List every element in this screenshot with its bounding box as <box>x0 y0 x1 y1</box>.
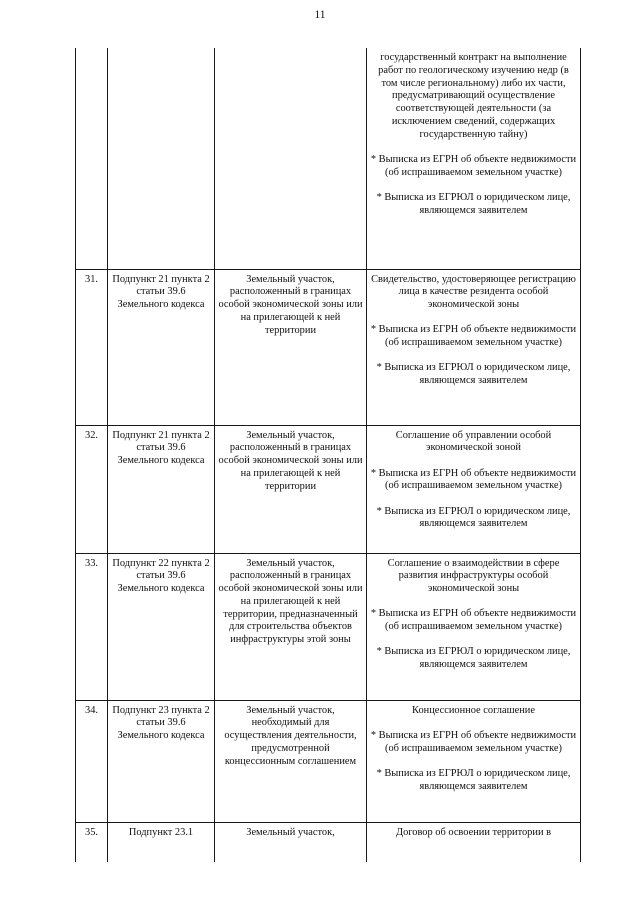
row-number-cell: 35. <box>76 822 108 862</box>
land-plot-cell: Земельный участок, необходимый для осуществления деятельности, предусмотренной концессионным соглашением <box>215 700 367 822</box>
document-item: * Выписка из ЕГРЮЛ о юридическом лице, являющемся заявителем <box>376 767 571 792</box>
document-item: Свидетельство, удостоверяющее регистрацию лица в качестве резидента особой экономической зоны <box>371 273 576 311</box>
required-documents-cell <box>367 48 581 269</box>
document-item: * Выписка из ЕГРН об объекте недвижимости (об испрашиваемом земельном участке) <box>370 729 577 754</box>
legal-basis-cell: Подпункт 23.1 <box>108 822 215 862</box>
table-row <box>76 822 581 862</box>
document-item: государственный контракт на выполнение работ по геологическому изучению недр (в том числе региональному) либо их части, предусматривающий осуществление соответствующей деятельности (за исключением сведений, содержащих государственную тайну) <box>378 52 569 140</box>
required-documents-cell <box>367 425 581 553</box>
document-item: * Выписка из ЕГРН об объекте недвижимости (об испрашиваемом земельном участке) <box>370 608 577 633</box>
document-item: Соглашение о взаимодействии в сфере развития инфраструктуры особой экономической зоны <box>387 557 560 595</box>
document-item: * Выписка из ЕГРЮЛ о юридическом лице, являющемся заявителем <box>376 192 571 216</box>
land-plot-cell: Земельный участок, расположенный в границах особой экономической зоны или на прилегающей к ней территории, предназначенный для строительства объектов инфраструктуры этой зоны <box>215 553 367 700</box>
required-documents-cell <box>367 269 581 425</box>
legal-basis-cell: Подпункт 22 пункта 2 статьи 39.6 Земельного кодекса <box>108 553 215 700</box>
documents-table-body <box>76 48 581 862</box>
land-plot-cell <box>215 48 367 269</box>
document-item: * Выписка из ЕГРН об объекте недвижимости (об испрашиваемом земельном участке) <box>370 324 577 349</box>
table-row <box>76 425 581 553</box>
table-row <box>76 553 581 700</box>
document-item: * Выписка из ЕГРЮЛ о юридическом лице, являющемся заявителем <box>376 646 571 671</box>
row-number-cell: 31. <box>76 269 108 425</box>
document-item: * Выписка из ЕГРН об объекте недвижимости (об испрашиваемом земельном участке) <box>370 154 577 178</box>
document-item: Соглашение об управлении особой экономической зоной <box>395 429 552 454</box>
document-item: * Выписка из ЕГРЮЛ о юридическом лице, являющемся заявителем <box>376 505 571 530</box>
document-item: * Выписка из ЕГРЮЛ о юридическом лице, являющемся заявителем <box>376 362 571 387</box>
required-documents-cell <box>367 700 581 822</box>
page-number: 11 <box>314 9 326 21</box>
table-row <box>76 269 581 425</box>
documents-table <box>75 48 581 862</box>
table-row <box>76 700 581 822</box>
document-item: Договор об освоении территории в <box>395 826 552 838</box>
row-number-cell: 34. <box>76 700 108 822</box>
land-plot-cell: Земельный участок, <box>215 822 367 862</box>
land-plot-cell: Земельный участок, расположенный в границах особой экономической зоны или на прилегающей к ней территории <box>215 269 367 425</box>
legal-basis-cell: Подпункт 21 пункта 2 статьи 39.6 Земельного кодекса <box>108 269 215 425</box>
land-plot-cell: Земельный участок, расположенный в границах особой экономической зоны или на прилегающей к ней территории <box>215 425 367 553</box>
required-documents-cell <box>367 822 581 862</box>
table-row <box>76 48 581 269</box>
row-number-cell: 33. <box>76 553 108 700</box>
required-documents-cell <box>367 553 581 700</box>
document-item: Концессионное соглашение <box>412 704 535 716</box>
row-number-cell: 32. <box>76 425 108 553</box>
legal-basis-cell <box>108 48 215 269</box>
legal-basis-cell: Подпункт 23 пункта 2 статьи 39.6 Земельного кодекса <box>108 700 215 822</box>
legal-basis-cell: Подпункт 21 пункта 2 статьи 39.6 Земельного кодекса <box>108 425 215 553</box>
row-number-cell <box>76 48 108 269</box>
document-item: * Выписка из ЕГРН об объекте недвижимости (об испрашиваемом земельном участке) <box>370 467 577 492</box>
